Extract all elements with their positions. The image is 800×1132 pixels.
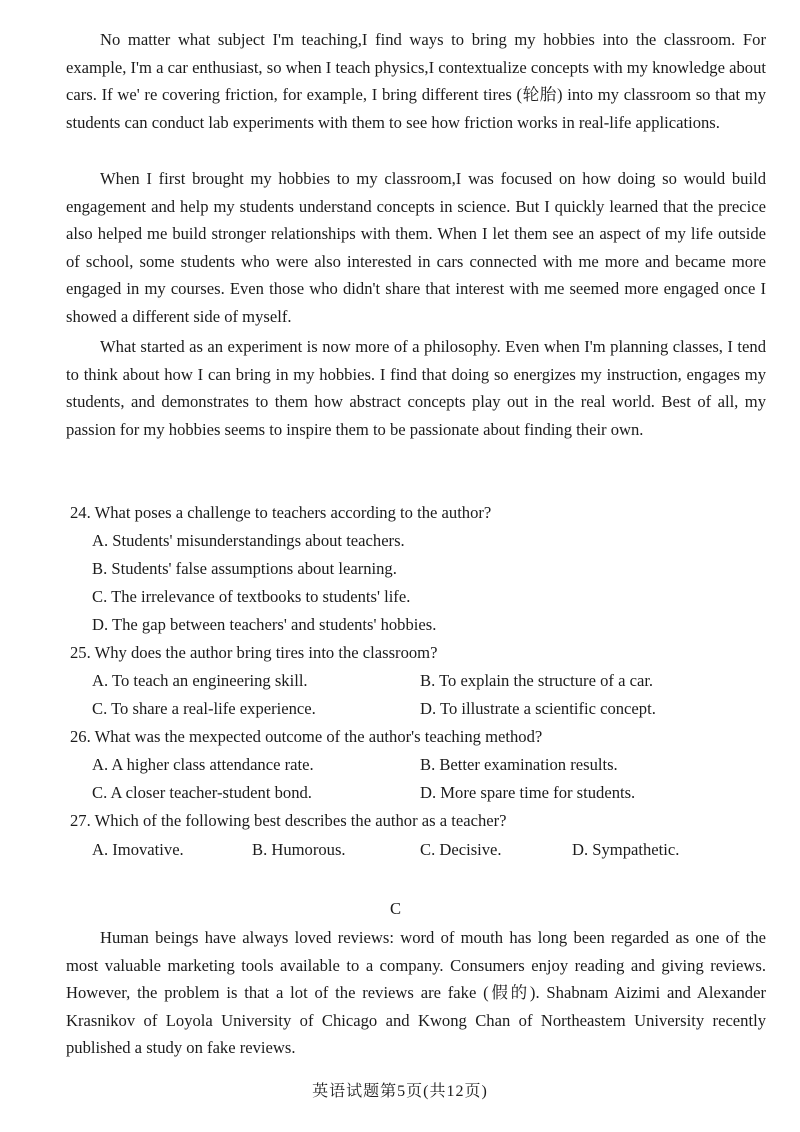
question-26-option-c: C. A closer teacher-student bond. — [92, 783, 312, 802]
section-c-heading: C — [390, 899, 402, 918]
passage-paragraph-3: What started as an experiment is now more of a philosophy. Even when I'm planning classes, I tend to think about how I can bring in my hobbies. I find that doing so energizes my instruction, engages my students, and demonstrates to them how abstract concepts play out in the real world. Best of all, my passion for my hobbies seems to inspire them to be passionate about finding their own. — [66, 337, 766, 439]
question-26-option-d: D. More spare time for students. — [420, 783, 636, 802]
question-26-option-a: A. A higher class attendance rate. — [92, 755, 314, 774]
question-26-stem: 26. What was the mexpected outcome of the author's teaching method? — [70, 727, 543, 746]
question-27-option-c: C. Decisive. — [420, 840, 502, 859]
passage-paragraph-1: No matter what subject I'm teaching,I find ways to bring my hobbies into the classroom. For example, I'm a car enthusiast, so when I teach physics,I contextualize concepts with my knowledge about cars. If we' re covering friction, for example, I bring different tires (轮胎) into my classroom so that my students can conduct lab experiments with them to see how friction works in real-life applications. — [66, 30, 766, 132]
question-27-option-b: B. Humorous. — [252, 840, 346, 859]
question-24-stem: 24. What poses a challenge to teachers according to the author? — [70, 503, 492, 522]
question-25-option-c: C. To share a real-life experience. — [92, 699, 316, 718]
question-26-option-b: B. Better examination results. — [420, 755, 618, 774]
section-c-paragraph: Human beings have always loved reviews: word of mouth has long been regarded as one of the most valuable marketing tools available to a company. Consumers enjoy reading and giving reviews. However, the problem is that a lot of the reviews are fake (假的). Shabnam Aizimi and Alexander Krasnikov of Loyola University of Chicago and Kwong Chan of Northeastem University recently published a study on fake reviews. — [66, 928, 766, 1058]
question-24-option-c: C. The irrelevance of textbooks to students' life. — [92, 587, 411, 606]
question-25-stem: 25. Why does the author bring tires into the classroom? — [70, 643, 438, 662]
question-27-option-d: D. Sympathetic. — [572, 840, 680, 859]
page-footer: 英语试题第5页(共12页) — [312, 1083, 488, 1100]
question-27-stem: 27. Which of the following best describes the author as a teacher? — [70, 811, 507, 830]
question-25-option-a: A. To teach an engineering skill. — [92, 671, 308, 690]
question-27-option-a: A. Imovative. — [92, 840, 184, 859]
question-24-option-d: D. The gap between teachers' and students' hobbies. — [92, 615, 437, 634]
passage-paragraph-2: When I first brought my hobbies to my classroom,I was focused on how doing so would build engagement and help my students understand concepts in science. But I quickly learned that the precice also helped me build stronger relationships with them. When I let them see an aspect of my life outside of school, some students who were also interested in cars connected with me more and became more engaged in my courses. Even those who didn't share that interest with me seemed more engaged once I showed a different side of myself. — [66, 169, 766, 326]
question-24-option-a: A. Students' misunderstandings about teachers. — [92, 531, 405, 550]
question-25-option-d: D. To illustrate a scientific concept. — [420, 699, 656, 718]
question-25-option-b: B. To explain the structure of a car. — [420, 671, 654, 690]
question-24-option-b: B. Students' false assumptions about learning. — [92, 559, 397, 578]
